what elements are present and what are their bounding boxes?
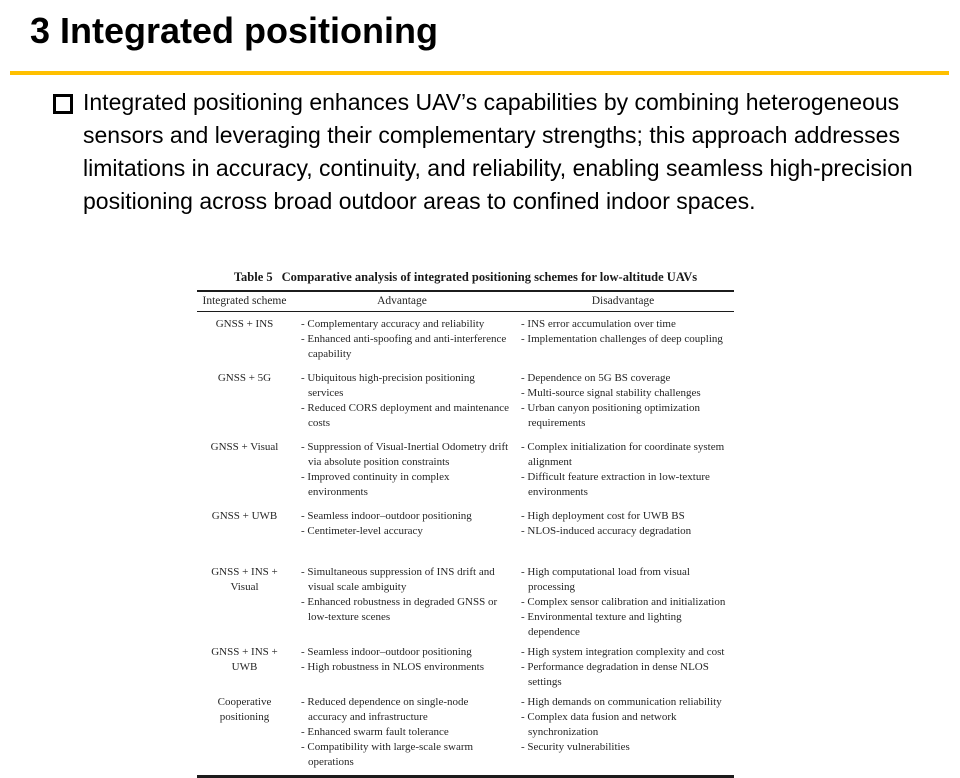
bullet-line: - High robustness in NLOS environments	[301, 661, 485, 673]
scheme-cell: GNSS + INS + Visual	[211, 566, 278, 593]
disadvantage-cell	[512, 645, 734, 690]
bullet-line: - Complex data fusion and network synchronization	[521, 711, 677, 738]
advantage-cell	[292, 565, 512, 640]
bullet-line: - High demands on communication reliability	[521, 696, 722, 708]
advantage-cell	[292, 317, 512, 362]
disadvantage-cell	[512, 440, 734, 500]
table-row	[197, 509, 734, 539]
advantage-cell	[292, 509, 512, 539]
table-figure	[197, 270, 734, 778]
bullet-line: - Seamless indoor–outdoor positioning	[301, 510, 472, 522]
disadvantage-cell	[512, 695, 734, 770]
bullet-line: - Environmental texture and lighting dependence	[521, 611, 682, 638]
bullet-line: - Enhanced swarm fault tolerance	[301, 726, 449, 738]
bullet-line: - Ubiquitous high-precision positioning services	[301, 372, 475, 399]
bullet-line: - Enhanced robustness in degraded GNSS or low-texture scenes	[301, 596, 498, 623]
disadvantage-cell	[512, 509, 734, 539]
table-row	[197, 645, 734, 690]
bullet-line: - High computational load from visual processing	[521, 566, 690, 593]
table-caption-label: Table 5	[233, 270, 273, 284]
bullet-line: - INS error accumulation over time	[521, 318, 676, 330]
table-row	[197, 565, 734, 640]
table-row	[197, 371, 734, 431]
advantage-cell	[292, 645, 512, 690]
bullet-line: - Dependence on 5G BS coverage	[521, 372, 671, 384]
disadvantage-cell	[512, 371, 734, 431]
bullet-line: - Seamless indoor–outdoor positioning	[301, 646, 472, 658]
scheme-cell: Cooperative positioning	[217, 696, 272, 723]
table-row	[197, 317, 734, 362]
scheme-cell: GNSS + Visual	[210, 441, 279, 453]
bullet-line: - Complementary accuracy and reliability	[301, 318, 485, 330]
bullet-line: - NLOS-induced accuracy degradation	[521, 525, 692, 537]
bullet-line: - Multi-source signal stability challenges	[521, 387, 701, 399]
advantage-cell	[292, 440, 512, 500]
table-row	[197, 440, 734, 500]
bullet-line: - High deployment cost for UWB BS	[521, 510, 685, 522]
column-header-disadvantage: Disadvantage	[591, 295, 655, 307]
page-title: 3 Integrated positioning	[30, 10, 439, 51]
table-caption	[197, 270, 734, 285]
bullet-line: - Complex sensor calibration and initialization	[521, 596, 726, 608]
bullet-line: - Performance degradation in dense NLOS settings	[521, 661, 709, 688]
bullet-line: - High system integration complexity and cost	[521, 646, 725, 658]
bullet-line: - Reduced dependence on single-node accuracy and infrastructure	[301, 696, 469, 723]
paragraph-text: Integrated positioning enhances UAV’s capabilities by combining heterogeneous sensors and leveraging their complementary strengths; this approach addresses limitations in accuracy, continuity, and reliability, enabling seamless high-precision positioning across broad outdoor areas to confined indoor spaces.	[83, 89, 913, 214]
scheme-cell: GNSS + INS + UWB	[211, 646, 278, 673]
disadvantage-cell	[512, 317, 734, 362]
bullet-line: - Centimeter-level accuracy	[301, 525, 423, 537]
bullet-line: - Simultaneous suppression of INS drift and visual scale ambiguity	[301, 566, 495, 593]
bullet-line: - Complex initialization for coordinate system alignment	[521, 441, 725, 468]
advantage-cell	[292, 371, 512, 431]
table-body	[197, 312, 734, 775]
bullet-line: - Enhanced anti-spoofing and anti-interference capability	[301, 333, 507, 360]
bullet-line: - Improved continuity in complex environments	[301, 471, 450, 498]
advantage-cell	[292, 695, 512, 770]
bullet-line: - Reduced CORS deployment and maintenance costs	[301, 402, 510, 429]
bullet-line: - Security vulnerabilities	[521, 741, 630, 753]
scheme-cell: GNSS + 5G	[217, 372, 272, 384]
square-bullet-icon	[53, 94, 73, 114]
scheme-cell: GNSS + INS	[215, 318, 274, 330]
bullet-line: - Difficult feature extraction in low-texture environments	[521, 471, 710, 498]
column-header-advantage: Advantage	[377, 295, 427, 307]
comparison-table	[197, 290, 734, 778]
bullet-line: - Suppression of Visual-Inertial Odometry drift via absolute position constraints	[301, 441, 509, 468]
title-divider	[10, 71, 949, 75]
scheme-cell: GNSS + UWB	[211, 510, 278, 522]
column-header-scheme: Integrated scheme	[202, 295, 287, 307]
disadvantage-cell	[512, 565, 734, 640]
bullet-line: - Implementation challenges of deep coupling	[521, 333, 723, 345]
table-header-row	[197, 292, 734, 312]
table-caption-text: Comparative analysis of integrated positioning schemes for low-altitude UAVs	[281, 270, 698, 284]
bullet-line: - Compatibility with large-scale swarm operations	[301, 741, 474, 768]
bullet-line: - Urban canyon positioning optimization requirements	[521, 402, 701, 429]
table-row	[197, 695, 734, 775]
bullet-paragraph	[53, 86, 921, 218]
